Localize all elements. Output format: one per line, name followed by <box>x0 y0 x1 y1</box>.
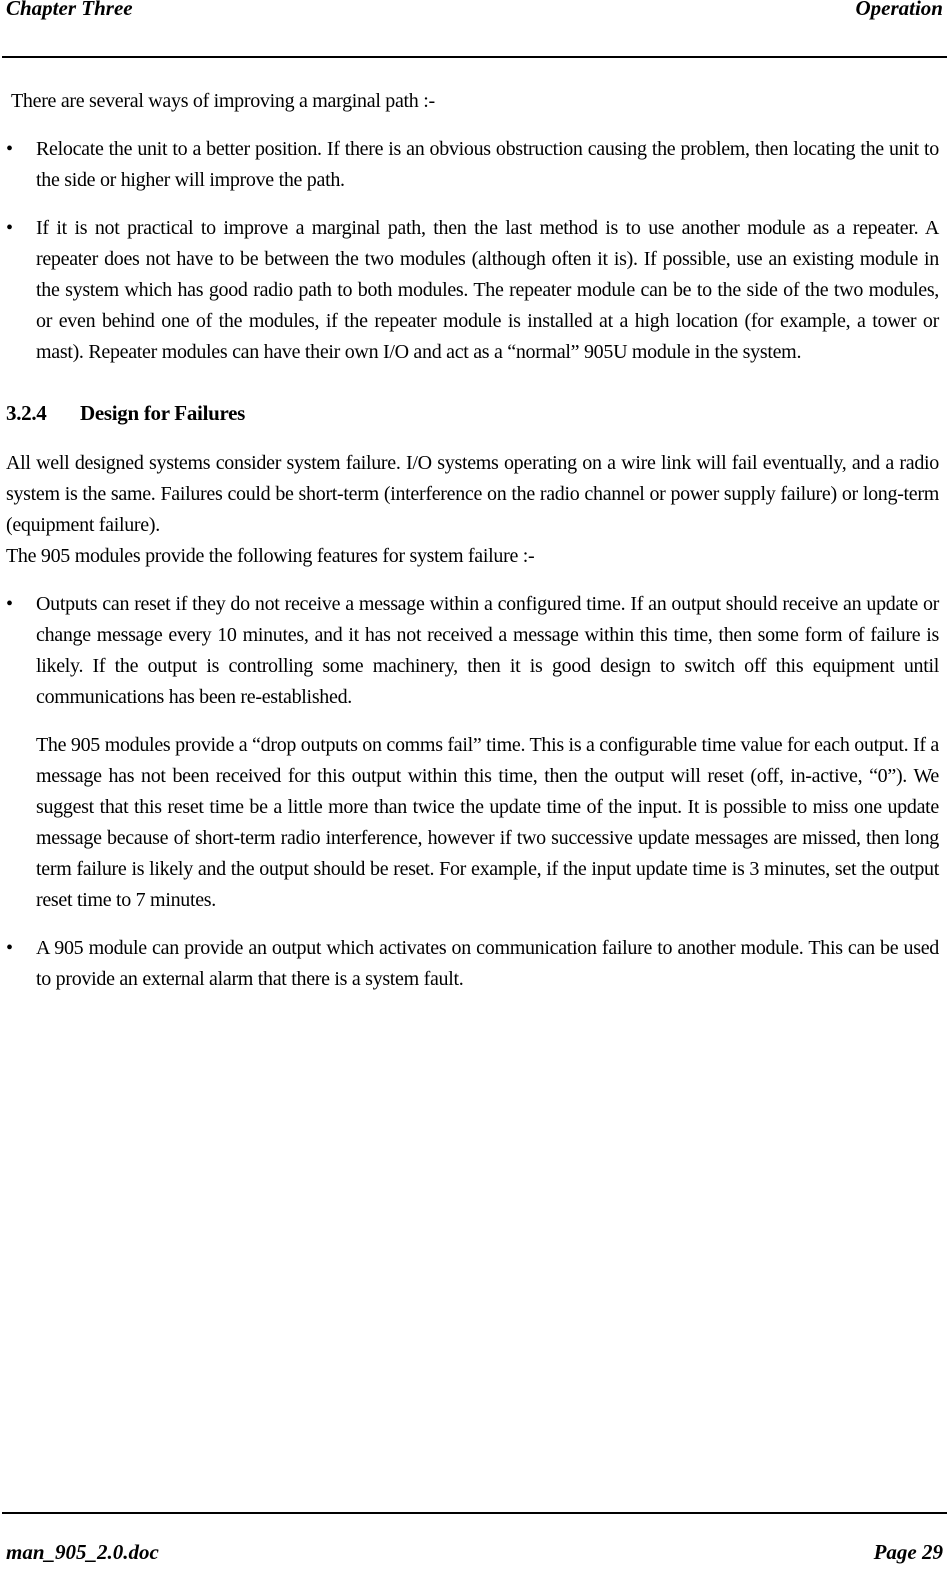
page-number: Page 29 <box>873 1540 943 1564</box>
footer-divider <box>2 1512 947 1514</box>
section-name: Operation <box>855 0 943 20</box>
paragraph: The 905 modules provide the following features for system failure :- <box>6 545 535 567</box>
bullet-icon: • <box>6 593 13 615</box>
list-item-text: If it is not practical to improve a marginal path, then the last method is to use another module as a repeater. A repeater does not have to be between the two modules (although often it is). If possible, use an existing module in the system which has good radio path to both modules. The repeater module can be to the side of the two modules, or even behind one of the modules, if the repeater module is installed at a high location (for example, a tower or mast). Repeater modules can have their own I/O and act as a “normal” 905U module in the system. <box>36 217 939 363</box>
list-item-text: Relocate the unit to a better position. If there is an obvious obstruction causing the problem, then locating the unit to the side or higher will improve the path. <box>36 138 939 191</box>
document-filename: man_905_2.0.doc <box>6 1540 159 1564</box>
list-item <box>6 134 939 196</box>
chapter-title: Chapter Three <box>6 0 133 20</box>
page-body <box>6 86 939 995</box>
list-item-text: A 905 module can provide an output which activates on communication failure to another module. This can be used to provide an external alarm that there is a system fault. <box>36 937 939 990</box>
intro-text: There are several ways of improving a marginal path :- <box>11 90 435 112</box>
section-number: 3.2.4 <box>6 401 47 425</box>
bullet-icon: • <box>6 138 13 160</box>
bullet-icon: • <box>6 217 13 239</box>
header-divider <box>2 56 947 58</box>
bullet-icon: • <box>6 937 13 959</box>
section-heading <box>6 398 939 429</box>
page-header <box>6 0 943 26</box>
paragraph: All well designed systems consider system failure. I/O systems operating on a wire link will fail eventually, and a radio system is the same. Failures could be short-term (interference on the radio channel or power supply failure) or long-term (equipment failure). <box>6 452 939 536</box>
list-item-subparagraph: The 905 modules provide a “drop outputs on comms fail” time. This is a configurable time value for each output. If a message has not been received for this output within this time, then the output will reset (off, in-active, “0”). We suggest that this reset time be a little more than twice the update time of the input. It is possible to miss one update message because of short-term radio interference, however if two successive update messages are missed, then long term failure is likely and the output should be reset. For example, if the input update time is 3 minutes, set the output reset time to 7 minutes. <box>36 734 939 911</box>
list-item-text: Outputs can reset if they do not receive a message within a configured time. If an output should receive an update or change message every 10 minutes, and it has not received a message within this time, then some form of failure is likely. If the output is controlling some machinery, then it is good design to switch off this equipment until communications has been re-established. <box>36 593 939 708</box>
list-item <box>6 589 939 916</box>
section-title: Design for Failures <box>80 401 246 425</box>
list-item <box>6 933 939 995</box>
list-item <box>6 213 939 368</box>
